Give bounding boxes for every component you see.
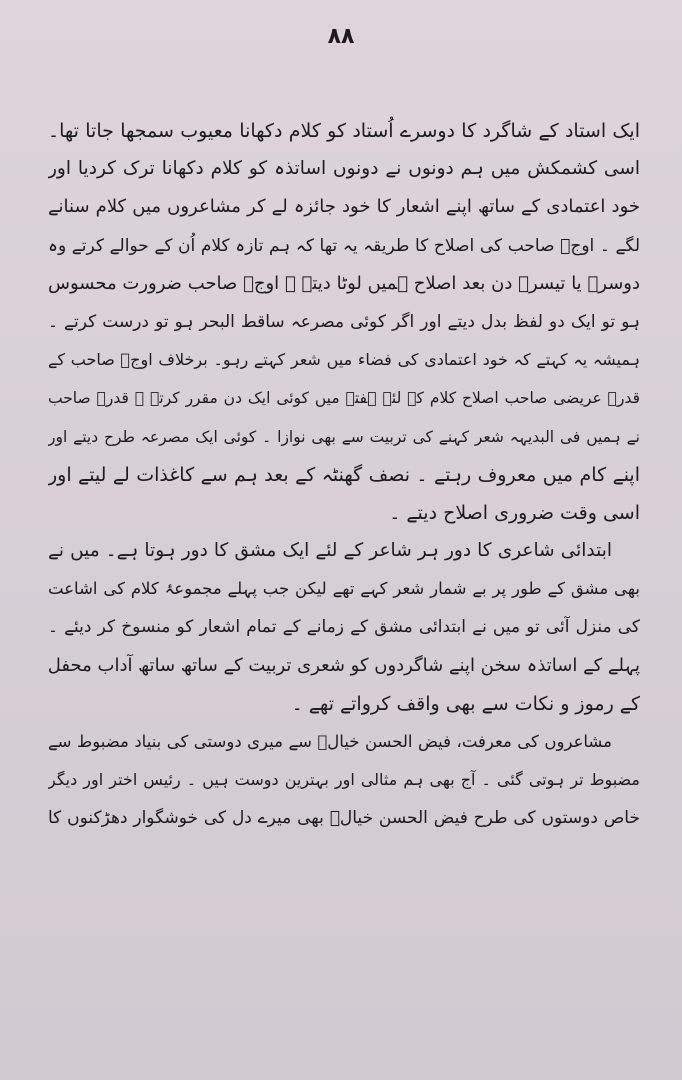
text-line: مضبوط تر ہوتی گئی ۔ آج بھی ہم مثالی اور بہترین دوست ہیں ۔ رئیس اختر اور دیگر — [48, 770, 640, 790]
text-line: نے ہمیں فی البدیہہ شعر کہنے کی تربیت سے بھی نوازا ۔ کوئی ایک مصرعہ طرح دیتے اور — [48, 427, 640, 446]
text-line: بھی مشق کے طور پر بے شمار شعر کہے تھے لیکن جب پہلے مجموعۂ کلام کی اشاعت — [48, 579, 640, 599]
text-line: لگے ۔ اوجؔ صاحب کی اصلاح کا طریقہ یہ تھا کہ ہم تازہ کلام اُن کے حوالے کرتے وہ — [48, 235, 640, 256]
text-line: ہمیشہ یہ کہتے کہ خود اعتمادی کی فضاء میں شعر کہتے رہو۔ برخلاف اوجؔ صاحب کے — [48, 350, 640, 370]
text-line: پہلے کے اساتذہ سخن اپنے شاگردوں کو شعری تربیت کے ساتھ ساتھ آداب محفل — [48, 654, 640, 676]
text-line: اسی کشمکش میں ہم دونوں نے دونوں اساتذہ کو کلام دکھانا ترک کردیا اور — [48, 158, 640, 180]
text-line: دوسرے یا تیسرے دن بعد اصلاح ہمیں لوٹا دیتے ۔ اوجؔ صاحب ضرورت محسوس — [48, 272, 640, 294]
text-line: قدرؔ عریضی صاحب اصلاح کلام کے لئے ہفتہ میں کوئی ایک دن مقرر کرتے ۔ قدرؔ صاحب — [48, 389, 640, 408]
page-body-text — [48, 112, 640, 838]
text-line: ایک استاد کے شاگرد کا دوسرے اُستاد کو کلام دکھانا معیوب سمجھا جاتا تھا۔ — [48, 120, 640, 142]
text-line: ہو تو ایک دو لفظ بدل دیتے اور اگر کوئی مصرعہ ساقط البحر ہو تو درست کرتے ۔ — [48, 311, 640, 332]
page-number: ۸۸ — [327, 24, 355, 49]
text-line: خاص دوستوں کی طرح فیض الحسن خیالؔ بھی میرے دل کی خوشگوار دھڑکنوں کا — [48, 808, 640, 829]
text-line: اسی وقت ضروری اصلاح دیتے ۔ — [389, 501, 640, 524]
text-line: ابتدائی شاعری کا دور ہر شاعر کے لئے ایک مشق کا دور ہوتا ہے۔ میں نے — [48, 540, 612, 562]
text-line: اپنے کام میں معروف رہتے ۔ نصف گھنٹہ کے بعد ہم سے کاغذات لے لیتے اور — [48, 463, 640, 486]
text-line: کی منزل آئی تو میں نے ابتدائی مشق کے زمانے کے تمام اشعار کو منسوخ کر دیئے ۔ — [48, 617, 640, 638]
text-line: مشاعروں کی معرفت، فیض الحسن خیالؔ سے میری دوستی کی بنیاد مضبوط سے — [48, 732, 612, 751]
text-line: کے رموز و نکات سے بھی واقف کرواتے تھے ۔ — [291, 692, 640, 715]
text-line: خود اعتمادی کے ساتھ اپنے اشعار کا خود جائزہ لے کر مشاعروں میں کلام سنانے — [48, 196, 640, 218]
